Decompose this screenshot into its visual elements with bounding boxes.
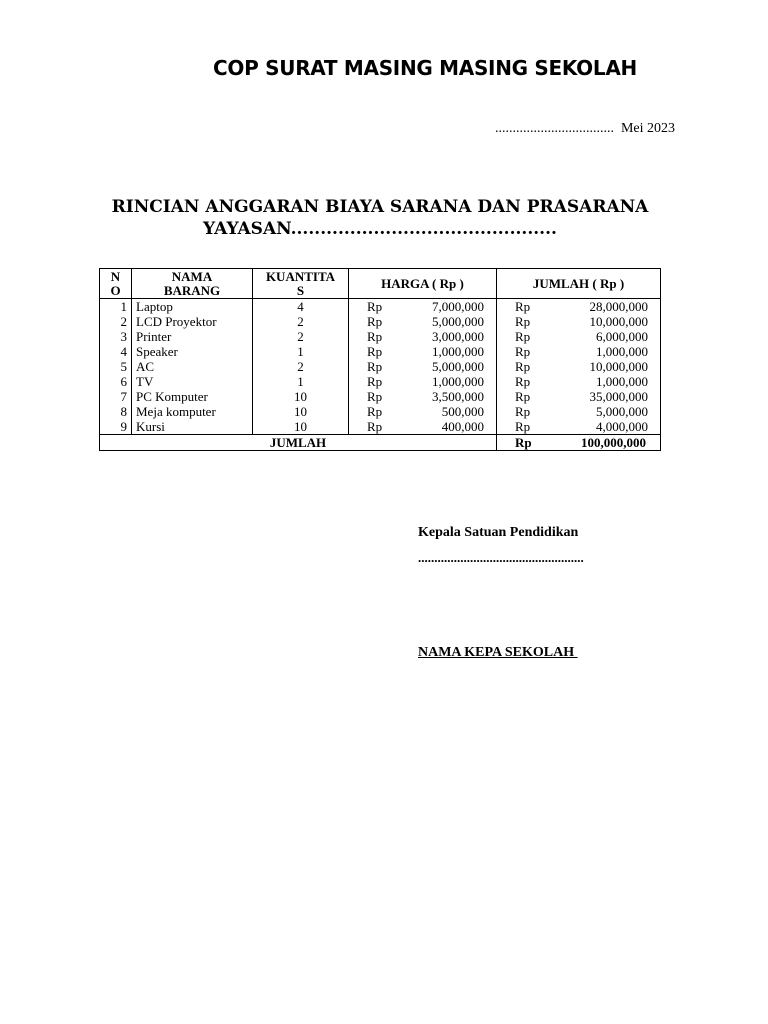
signature-title: Kepala Satuan Pendidikan [418,525,579,540]
row-price-cell [349,419,497,435]
row-total-cell [497,329,661,344]
row-quantity: 10 [253,419,349,435]
title-line-1: RINCIAN ANGGARAN BIAYA SARANA DAN PRASARANA [111,197,649,217]
table-row [100,314,661,329]
row-total-cell [497,359,661,374]
table-row [100,329,661,344]
row-total-currency: Rp [515,299,531,314]
row-no: 1 [100,299,132,315]
row-item-name: Speaker [132,344,253,359]
row-item-name: AC [132,359,253,374]
row-price-cell [349,299,497,315]
row-item-name: Meja komputer [132,404,253,419]
budget-table [99,268,661,451]
header-total: JUMLAH ( Rp ) [497,269,661,299]
row-price-cell [349,314,497,329]
title-line-2: YAYASAN............................................. [203,219,557,239]
row-quantity: 10 [253,404,349,419]
row-price: 400,000 [441,419,484,434]
row-no: 3 [100,329,132,344]
row-item-name: PC Komputer [132,389,253,404]
row-no: 6 [100,374,132,389]
table-header-row [100,269,661,299]
row-total: 5,000,000 [596,404,648,419]
row-price: 3,000,000 [432,329,484,344]
row-item-name: Laptop [132,299,253,315]
row-quantity: 1 [253,344,349,359]
row-price-currency: Rp [367,389,383,404]
row-item-name: Printer [132,329,253,344]
date-line [495,121,675,137]
row-total-currency: Rp [515,419,531,434]
row-total-cell [497,404,661,419]
row-price: 7,000,000 [432,299,484,314]
row-price: 1,000,000 [432,344,484,359]
total-amount-cell [497,435,661,451]
table-row [100,359,661,374]
row-no: 4 [100,344,132,359]
header-name: NAMA BARANG [132,269,253,299]
row-item-name: Kursi [132,419,253,435]
row-price-cell [349,389,497,404]
row-quantity: 4 [253,299,349,315]
row-no: 5 [100,359,132,374]
row-no: 8 [100,404,132,419]
row-price-currency: Rp [367,329,383,344]
row-total-currency: Rp [515,404,531,419]
row-total-cell [497,344,661,359]
row-no: 7 [100,389,132,404]
row-price-currency: Rp [367,359,383,374]
table-row [100,344,661,359]
row-total-cell [497,389,661,404]
table-row [100,374,661,389]
row-total: 35,000,000 [589,389,648,404]
row-total: 6,000,000 [596,329,648,344]
row-total-cell [497,299,661,315]
total-label: JUMLAH [100,435,497,451]
total-row [100,435,661,451]
row-total: 10,000,000 [589,359,648,374]
row-item-name: TV [132,374,253,389]
row-price-currency: Rp [367,299,383,314]
row-quantity: 1 [253,374,349,389]
header-price: HARGA ( Rp ) [349,269,497,299]
row-quantity: 2 [253,314,349,329]
row-price-cell [349,374,497,389]
row-quantity: 2 [253,329,349,344]
row-total-cell [497,374,661,389]
row-price-currency: Rp [367,374,383,389]
row-price: 5,000,000 [432,359,484,374]
table-row [100,299,661,315]
row-total-cell [497,419,661,435]
date-dots: .................................. [494,121,614,136]
row-total-currency: Rp [515,374,531,389]
row-price-currency: Rp [367,314,383,329]
total-currency: Rp [515,435,532,450]
document-title [100,196,660,240]
row-price-currency: Rp [367,344,383,359]
table-row [100,389,661,404]
total-value: 100,000,000 [581,435,646,450]
row-total-cell [497,314,661,329]
row-item-name: LCD Proyektor [132,314,253,329]
signature-name: NAMA KEPA SEKOLAH [418,645,578,660]
row-price: 1,000,000 [432,374,484,389]
row-total-currency: Rp [515,344,531,359]
row-total: 10,000,000 [589,314,648,329]
row-no: 2 [100,314,132,329]
row-total: 1,000,000 [596,344,648,359]
row-no: 9 [100,419,132,435]
row-total: 1,000,000 [596,374,648,389]
row-price-cell [349,404,497,419]
row-total-currency: Rp [515,329,531,344]
row-total-currency: Rp [515,389,531,404]
row-price: 500,000 [441,404,484,419]
row-total: 28,000,000 [589,299,648,314]
row-price-currency: Rp [367,404,383,419]
header-qty: KUANTITA S [253,269,349,299]
row-price-currency: Rp [367,419,383,434]
table-row [100,404,661,419]
row-price-cell [349,344,497,359]
table-row [100,419,661,435]
signature-dots: ................................................... [418,550,584,565]
row-quantity: 10 [253,389,349,404]
row-total-currency: Rp [515,359,531,374]
date-month-year: Mei 2023 [620,121,675,136]
row-quantity: 2 [253,359,349,374]
row-price: 3,500,000 [432,389,484,404]
row-price-cell [349,359,497,374]
row-price: 5,000,000 [432,314,484,329]
letterhead: COP SURAT MASING MASING SEKOLAH [213,56,637,80]
row-total-currency: Rp [515,314,531,329]
header-no: N O [100,269,132,299]
row-total: 4,000,000 [596,419,648,434]
row-price-cell [349,329,497,344]
